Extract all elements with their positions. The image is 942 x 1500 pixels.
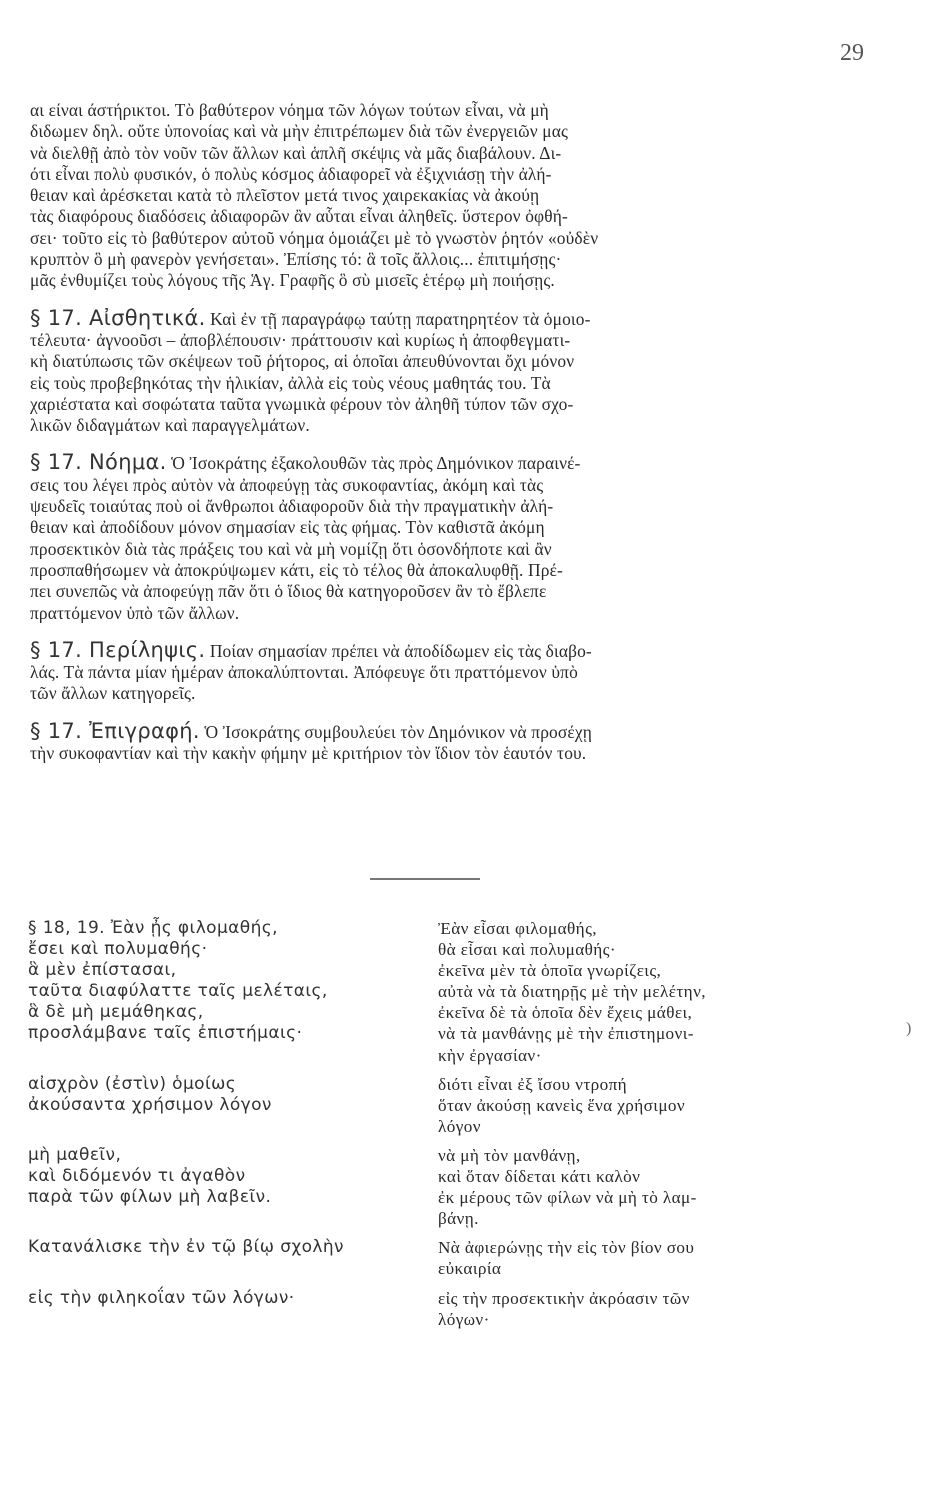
ancient-greek-column — [28, 1237, 438, 1279]
text-line: μᾶς ἐνθυμίζει τοὺς λόγους τῆς Ἁγ. Γραφῆς ὃ σὺ μισεῖς ἑτέρῳ μὴ ποιήσῃς. — [30, 270, 555, 291]
section-title — [30, 721, 862, 765]
section-intro — [30, 100, 862, 292]
text-line: τέλευτα· ἀγνοοῦσι – ἀποβλέπουσιν· πράττουσιν καὶ κυρίως ἡ ἀποφθεγματι- — [30, 329, 571, 350]
translation-line: καὶ ὅταν δίδεται κάτι καλὸν — [438, 1167, 641, 1187]
text-line — [30, 308, 862, 330]
translation-column — [438, 918, 873, 1066]
section-heading: § 17. Αἰσθητικά. — [30, 307, 206, 330]
original-line: ταῦτα διαφύλαττε ταῖς μελέταις, — [28, 981, 328, 1002]
translation-line: εὐκαιρία — [438, 1259, 502, 1279]
translation-line: ὅταν ἀκούσῃ κανεὶς ἕνα χρήσιμον — [438, 1095, 686, 1115]
translation-line: αὐτὰ νὰ τὰ διατηρῇς μὲ τὴν μελέτην, — [438, 982, 706, 1002]
text-line: τὰς διαφόρους διαδόσεις ἀδιαφορῶν ἂν αὗται εἶναι ἀληθεῖς. ὕστερον ὀφθή- — [30, 206, 568, 227]
original-line: ἃ μὲν ἐπίστασαι, — [28, 960, 177, 981]
text-fragment: Ὁ Ἰσοκράτης συμβουλεύει τὸν Δημόνικον νὰ προσέχῃ — [204, 721, 592, 742]
text-fragment: Ὁ Ἰσοκράτης ἐξακολουθῶν τὰς πρὸς Δημόνικον παραινέ- — [171, 453, 581, 474]
original-line: μὴ μαθεῖν, — [28, 1144, 122, 1165]
translation-line: ἐκ μέρους τῶν φίλων νὰ μὴ τὸ λαμ- — [438, 1188, 697, 1208]
text-line: πει συνεπῶς νὰ ἀποφεύγῃ πᾶν ὅτι ὁ ἴδιος θὰ κατηγοροῦσεν ἂν τὸ ἔβλεπε — [30, 581, 547, 602]
translation-line: βάνῃ. — [438, 1209, 479, 1229]
translation-column — [438, 1145, 873, 1229]
text-line: διδωμεν δηλ. οὔτε ὑπονοίας καὶ νὰ μὴν ἐπιτρέπωμεν διὰ τῶν ἐνεργειῶν μας — [30, 121, 568, 142]
translation-line: θὰ εἶσαι καὶ πολυμαθής· — [438, 940, 616, 960]
translation-line: ἐκεῖνα δὲ τὰ ὁποῖα δὲν ἔχεις μάθει, — [438, 1003, 693, 1023]
text-line: τῶν ἄλλων κατηγορεῖς. — [30, 683, 196, 704]
text-line: λάς. Τὰ πάντα μίαν ἡμέραν ἀποκαλύπτονται. Ἀπόφευγε ὅτι πραττόμενον ὑπὸ — [30, 662, 578, 683]
original-line: § 18, 19. Ἐὰν ᾖς φιλομαθής, — [28, 918, 278, 938]
page-number: 29 — [840, 40, 864, 66]
margin-mark: ) — [906, 1020, 912, 1037]
ancient-greek-column — [28, 1145, 438, 1229]
ancient-greek-column — [28, 918, 438, 1066]
translation-line: κὴν ἐργασίαν· — [438, 1045, 542, 1065]
section-summary — [30, 640, 862, 705]
text-line: πραττόμενον ὑπὸ τῶν ἄλλων. — [30, 602, 240, 623]
text-line: σει· τοῦτο εἰς τὸ βαθύτερον αὐτοῦ νόημα ὁμοιάζει μὲ τὸ γνωστὸν ῥητόν «οὐδὲν — [30, 227, 599, 248]
text-line: νὰ διελθῇ ἀπὸ τὸν νοῦν τῶν ἄλλων καὶ ἁπλῆ σκέψις νὰ μᾶς διαβάλουν. Δι- — [30, 142, 562, 163]
parallel-row — [28, 1237, 873, 1279]
original-line: εἰς τὴν φιληκοΐαν τῶν λόγων· — [28, 1287, 295, 1308]
section-heading: § 17. Ἐπιγραφή. — [30, 720, 200, 743]
text-line: ότι εἶναι πολὺ φυσικόν, ὁ πολὺς κόσμος ἀδιαφορεῖ νὰ ἐξιχνιάσῃ τὴν ἀλή- — [30, 163, 552, 184]
text-line: σεις του λέγει πρὸς αὐτὸν νὰ ἀποφεύγῃ τὰς συκοφαντίας, ἀκόμη καὶ τὰς — [30, 474, 544, 495]
original-line: ἀκούσαντα χρήσιμον λόγον — [28, 1094, 272, 1115]
commentary-text — [30, 100, 862, 764]
original-line: αἰσχρὸν (ἐστὶν) ὁμοίως — [28, 1073, 237, 1094]
translation-line: Ἐὰν εἶσαι φιλομαθής, — [438, 919, 597, 938]
text-line: αι είναι άστήρικτοι. Τὸ βαθύτερον νόημα τῶν λόγων τούτων εἶναι, νὰ μὴ — [30, 100, 549, 120]
section-heading: § 17. Νόημα. — [30, 452, 167, 475]
ancient-greek-column — [28, 1074, 438, 1137]
text-line: θειαν καὶ ἀρέσκεται κατὰ τὸ πλεῖστον μετά τινος χαιρεκακίας νὰ ἀκούῃ — [30, 185, 540, 206]
text-line: θειαν καὶ ἀποδίδουν μόνον σημασίαν εἰς τὰς φήμας. Τὸν καθιστᾶ ἀκόμη — [30, 517, 545, 538]
original-line: καὶ διδόμενόν τι ἀγαθὸν — [28, 1166, 246, 1187]
original-line: Κατανάλισκε τὴν ἐν τῷ βίῳ σχολὴν — [28, 1237, 344, 1258]
ancient-greek-column — [28, 1288, 438, 1330]
translation-line: λόγον — [438, 1116, 481, 1136]
parallel-row — [28, 1288, 873, 1330]
text-line — [30, 721, 862, 743]
section-heading: § 17. Περίληψις. — [30, 639, 206, 662]
translation-line: Νὰ ἀφιερώνῃς τὴν εἰς τὸν βίον σου — [438, 1238, 695, 1258]
original-line: ἔσει καὶ πολυμαθής· — [28, 939, 208, 960]
section-aesthetics — [30, 308, 862, 437]
translation-line: ἐκεῖνα μὲν τὰ ὁποῖα γνωρίζεις, — [438, 961, 662, 981]
original-line: ἃ δὲ μὴ μεμάθηκας, — [28, 1002, 204, 1023]
section-divider — [370, 878, 480, 880]
translation-line: εἰς τὴν προσεκτικὴν ἀκρόασιν τῶν — [438, 1288, 690, 1308]
parallel-text — [28, 918, 873, 1338]
translation-line: διότι εἶναι ἐξ ἴσου ντροπή — [438, 1074, 628, 1094]
parallel-row — [28, 1074, 873, 1137]
translation-column — [438, 1237, 873, 1279]
text-line: κὴ διατύπωσις τῶν σκέψεων τοῦ ῥήτορος, αἱ ὁποῖαι ἀπευθύνονται ὄχι μόνον — [30, 351, 575, 372]
translation-column — [438, 1288, 873, 1330]
section-meaning — [30, 452, 862, 623]
text-line — [30, 452, 862, 474]
text-line: λικῶν διδαγμάτων καὶ παραγγελμάτων. — [30, 415, 310, 436]
text-fragment: Ποίαν σημασίαν πρέπει νὰ ἀποδίδωμεν εἰς τὰς διαβο- — [209, 640, 592, 661]
parallel-row — [28, 918, 873, 1066]
text-line: προσπαθήσωμεν νὰ ἀποκρύψωμεν κάτι, εἰς τὸ τέλος θὰ ἀποκαλυφθῇ. Πρέ- — [30, 559, 563, 580]
translation-line: νὰ τὰ μανθάνῃς μὲ τὴν ἐπιστημονι- — [438, 1024, 694, 1044]
text-fragment: Καὶ ἐν τῇ παραγράφῳ ταύτῃ παρατηρητέον τὰ ὁμοιο- — [210, 308, 591, 329]
original-line: παρὰ τῶν φίλων μὴ λαβεῖν. — [28, 1187, 272, 1208]
text-line: χαριέστατα καὶ σοφώτατα ταῦτα γνωμικὰ φέρουν τὸν ἀληθῆ τύπον τῶν σχο- — [30, 393, 574, 414]
original-line: προσλάμβανε ταῖς ἐπιστήμαις· — [28, 1023, 303, 1044]
text-line — [30, 640, 862, 662]
text-line: τὴν συκοφαντίαν καὶ τὴν κακὴν φήμην μὲ κριτήριον τὸν ἴδιον τὸν ἑαυτόν του. — [30, 743, 587, 764]
translation-line: νὰ μὴ τὸν μανθάνῃ, — [438, 1145, 581, 1165]
translation-line: λόγων· — [438, 1309, 490, 1329]
translation-column — [438, 1074, 873, 1137]
text-line: προσεκτικὸν διὰ τὰς πράξεις του καὶ νὰ μὴ νομίζῃ ὅτι ὁσονδήποτε καὶ ἂν — [30, 538, 552, 559]
text-line: κρυπτὸν ὃ μὴ φανερὸν γενήσεται». Ἐπίσης τό: ἃ τοῖς ἄλλοις... ἐπιτιμήσῃς· — [30, 249, 562, 270]
text-line: εἰς τοὺς προβεβηκότας τὴν ἡλικίαν, ἀλλὰ εἰς τοὺς νέους μαθητάς του. Τὰ — [30, 372, 551, 393]
parallel-row — [28, 1145, 873, 1229]
text-line: ψευδεῖς τοιαύτας ποὺ οἱ ἄνθρωποι ἀδιαφοροῦν διὰ τὴν πραγματικὴν ἀλή- — [30, 496, 554, 517]
